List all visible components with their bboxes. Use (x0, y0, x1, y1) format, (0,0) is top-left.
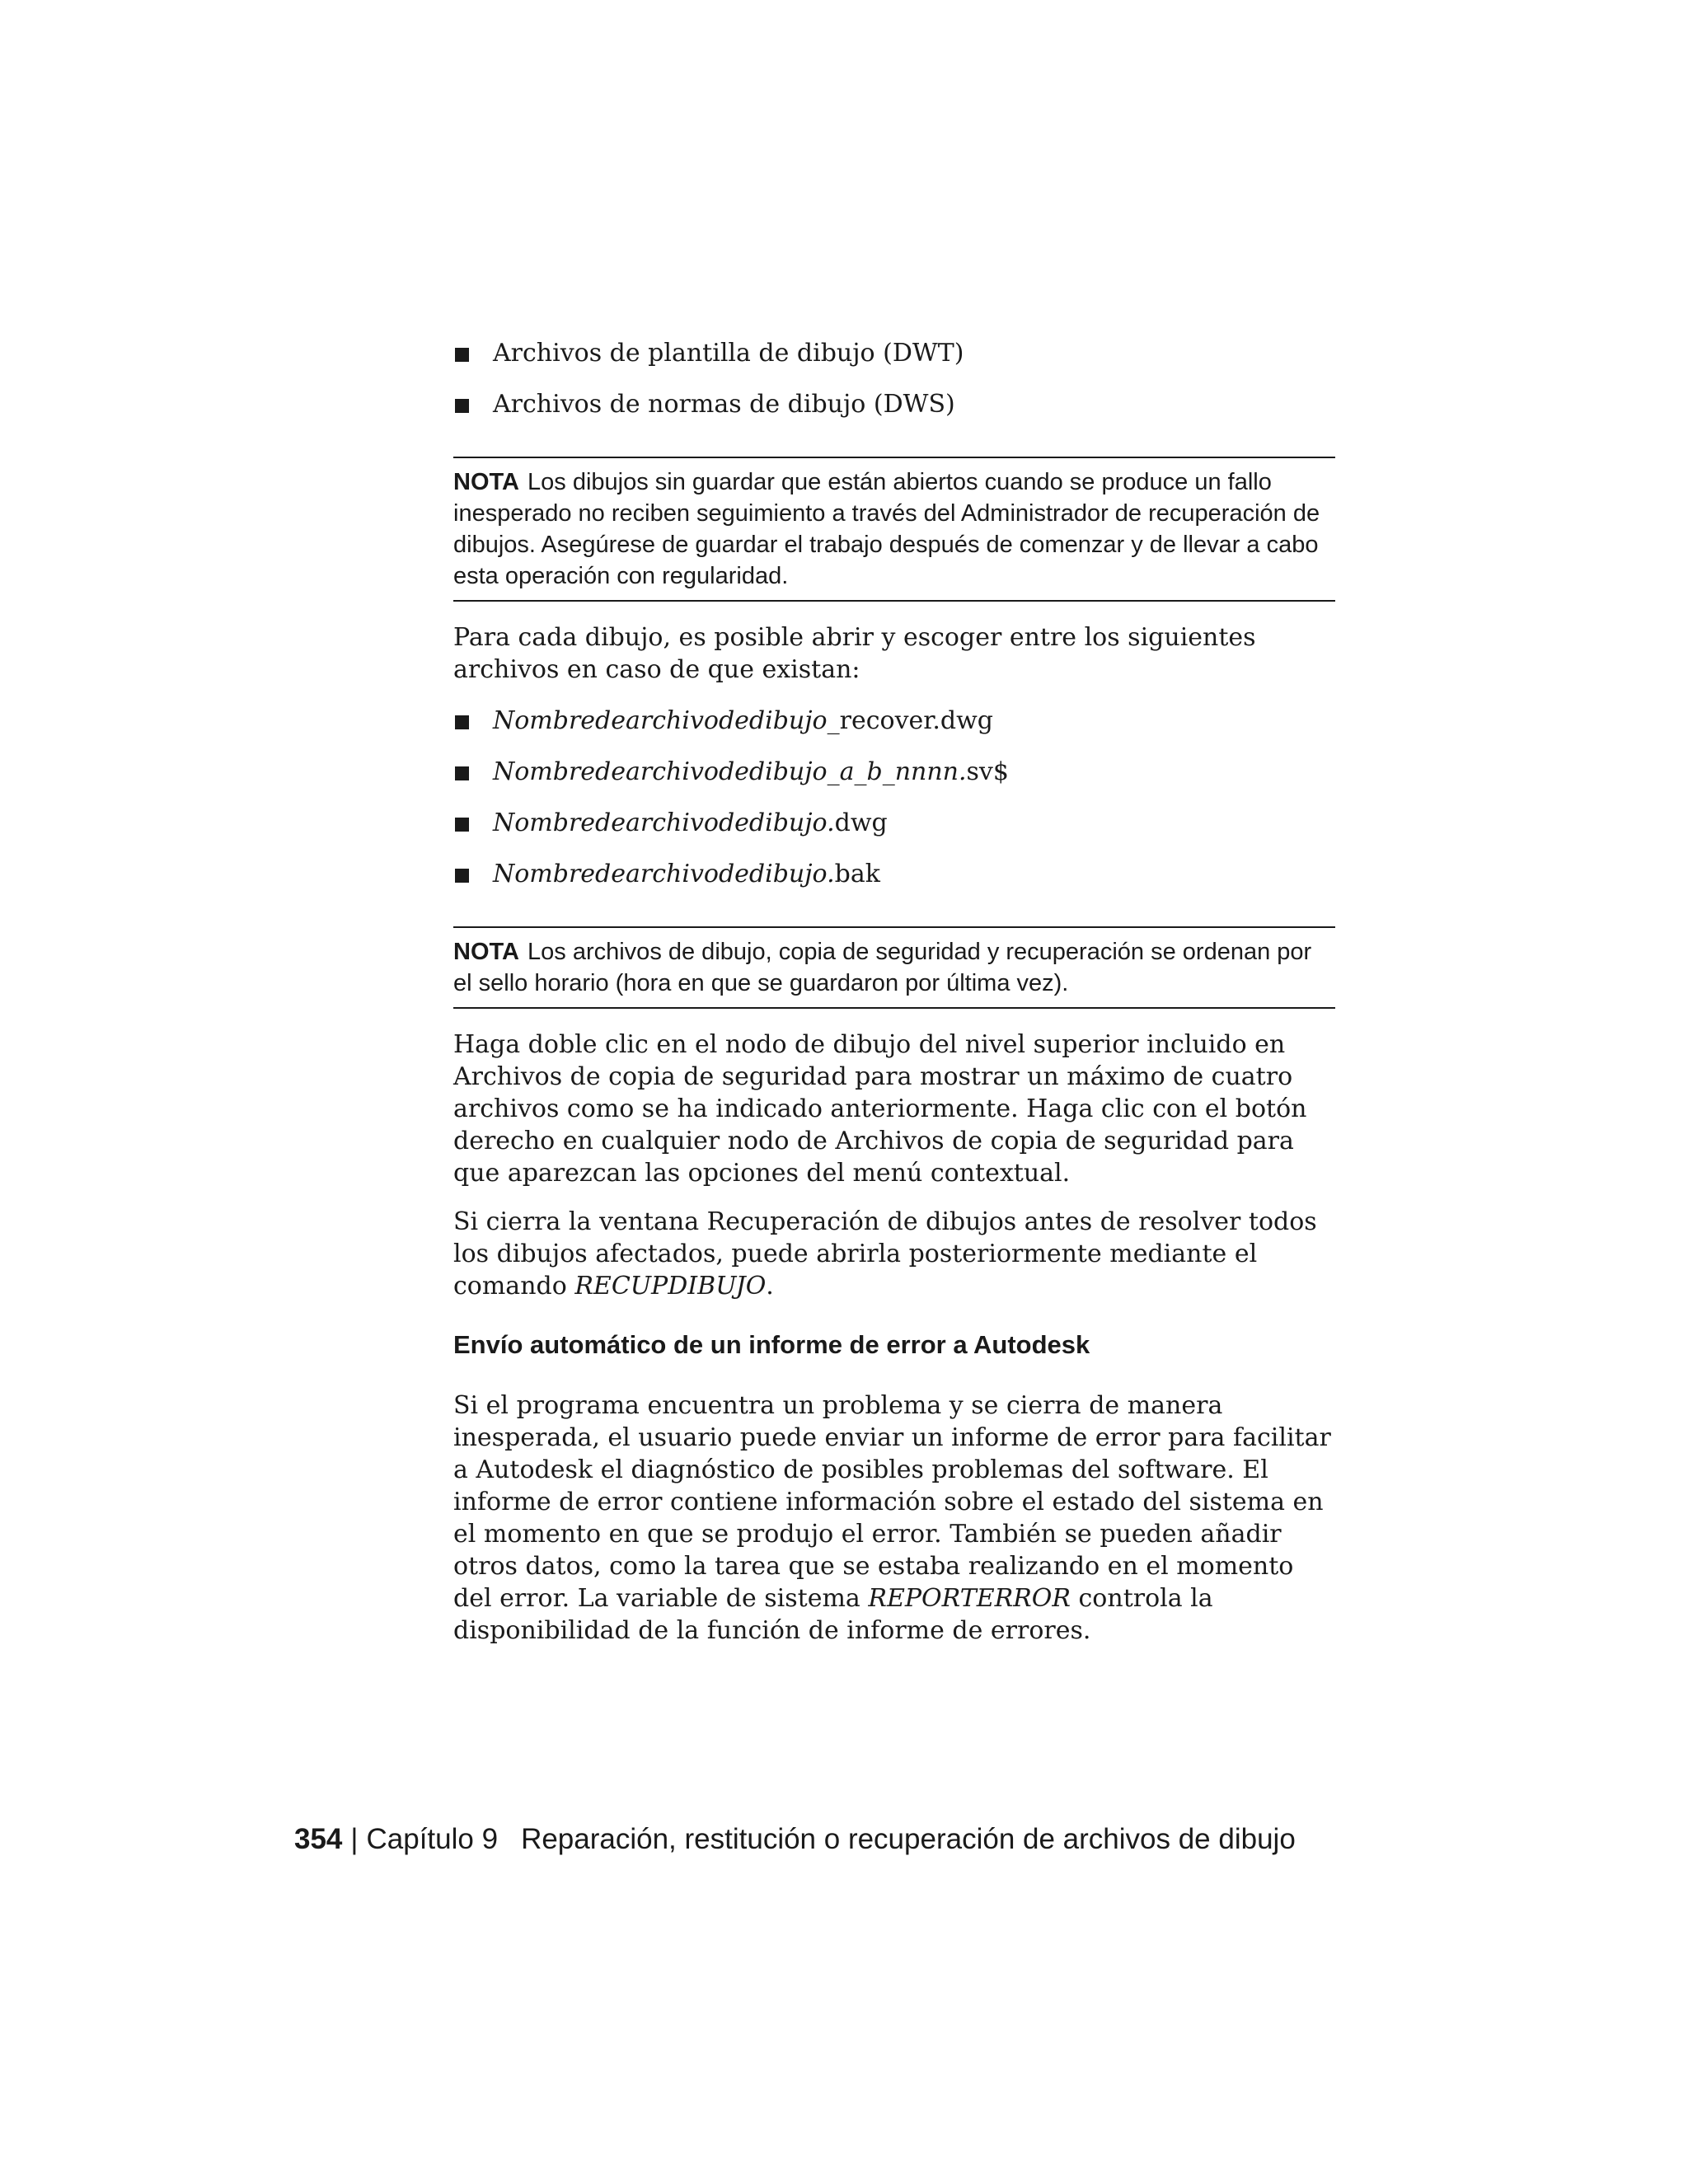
drawing-file-types-list (453, 338, 1335, 420)
paragraph: Si cierra la ventana Recuperación de dibujos antes de resolver todos los dibujos afectados, puede abrirla posteriormente mediante el comando RECUPDIBUJO. (453, 1207, 1317, 1301)
note-box (453, 926, 1335, 1009)
bullet-square-icon (455, 869, 469, 883)
note-label: NOTA (453, 469, 520, 495)
section-heading: Envío automático de un informe de error a Autodesk (453, 1330, 1090, 1359)
list-item: Archivos de plantilla de dibujo (DWT) (453, 338, 1335, 369)
bullet-square-icon (455, 715, 469, 729)
text-column (453, 338, 1335, 1647)
paragraph: Para cada dibujo, es posible abrir y escoger entre los siguientes archivos en caso de que existan: (453, 623, 1256, 684)
note-text: Los archivos de dibujo, copia de seguridad y recuperación se ordenan por el sello horario (hora en que se guardaron por última vez). (453, 939, 1312, 996)
list-item: Nombredearchivodedibujo_a_b_nnnn.sv$ (453, 757, 1335, 788)
list-item: Nombredearchivodedibujo.dwg (453, 808, 1335, 839)
bullet-square-icon (455, 766, 469, 780)
bullet-square-icon (455, 348, 469, 362)
paragraph: Si el programa encuentra un problema y se cierra de manera inesperada, el usuario puede enviar un informe de error para facilitar a Autodesk el diagnóstico de posibles problemas del software. El informe de error contiene información sobre el estado del sistema en el momento en que se produjo el error. También se pueden añadir otros datos, como la tarea que se estaba realizando en el momento del error. La variable de sistema REPORTERROR controla la disponibilidad de la función de informe de errores. (453, 1391, 1331, 1645)
page-footer (294, 1821, 1296, 1858)
recovery-files-list (453, 705, 1335, 890)
command-name: RECUPDIBUJO (574, 1272, 767, 1301)
list-item: Nombredearchivodedibujo.bak (453, 859, 1335, 890)
list-item: Nombredearchivodedibujo_recover.dwg (453, 705, 1335, 737)
page-number: 354 (294, 1823, 343, 1855)
paragraph: Haga doble clic en el nodo de dibujo del nivel superior incluido en Archivos de copia de seguridad para mostrar un máximo de cuatro archivos como se ha indicado anteriormente. Haga clic con el botón derecho en cualquier nodo de Archivos de copia de seguridad para que aparezcan las opciones del menú contextual. (453, 1030, 1307, 1188)
footer-separator: | (350, 1823, 359, 1855)
list-item: Archivos de normas de dibujo (DWS) (453, 389, 1335, 420)
note-label: NOTA (453, 939, 520, 965)
note-box (453, 457, 1335, 602)
chapter-label: Capítulo 9 (366, 1823, 499, 1855)
note-text: Los dibujos sin guardar que están abiertos cuando se produce un fallo inesperado no reciben seguimiento a través del Administrador de recuperación de dibujos. Asegúrese de guardar el trabajo después de comenzar y de llevar a cabo esta operación con regularidad. (453, 469, 1320, 589)
bullet-square-icon (455, 399, 469, 413)
system-variable-name: REPORTERROR (868, 1584, 1071, 1613)
bullet-square-icon (455, 818, 469, 832)
chapter-title: Reparación, restitución o recuperación de archivos de dibujo (521, 1823, 1296, 1855)
